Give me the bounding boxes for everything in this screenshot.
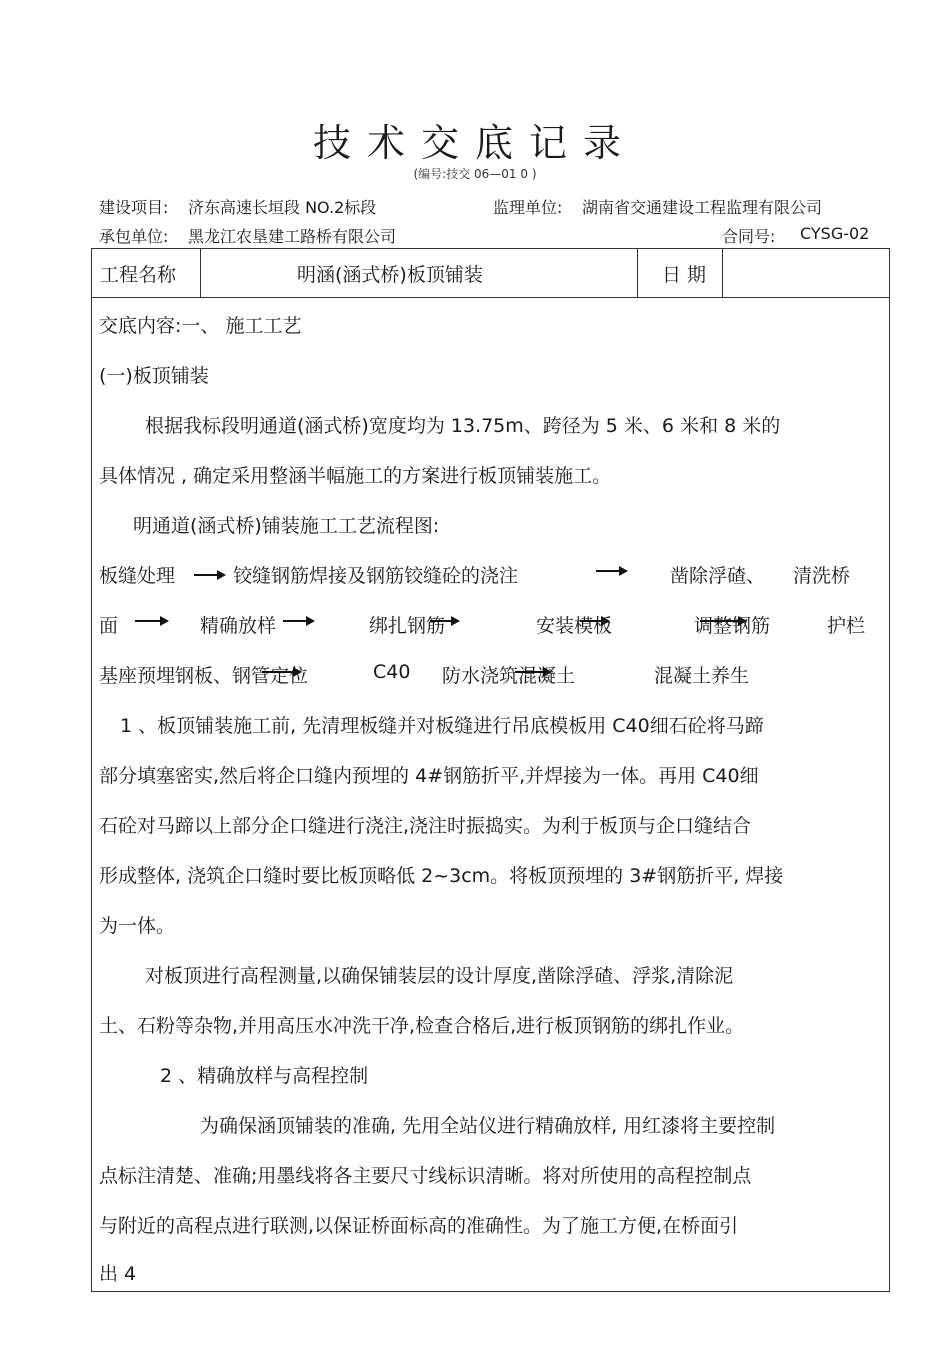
flow-arrow bbox=[515, 671, 550, 673]
paragraph-line: 为确保涵顶铺装的准确, 先用全站仪进行精确放样, 用红漆将主要控制 bbox=[200, 1115, 776, 1137]
flow-arrow bbox=[262, 671, 300, 673]
paragraph-line: 根据我标段明通道(涵式桥)宽度均为 13.75m、跨径为 5 米、6 米和 8 米的 bbox=[145, 415, 781, 437]
paragraph-line: 对板顶进行高程测量,以确保铺装层的设计厚度,凿除浮碴、浮浆,清除泥 bbox=[145, 965, 734, 987]
section-heading: 2 、精确放样与高程控制 bbox=[160, 1065, 369, 1087]
project-value: 济东高速长垣段 NO.2标段 bbox=[188, 198, 377, 217]
flow-step: 基座预埋钢板、钢管定位 bbox=[99, 665, 309, 687]
header-row-divider bbox=[91, 297, 890, 298]
flow-step: 护栏 bbox=[827, 615, 866, 637]
flow-step: C40 bbox=[373, 661, 411, 683]
flow-arrow bbox=[596, 570, 626, 572]
project-label: 建设项目: bbox=[99, 198, 169, 217]
flow-step: 混凝土养生 bbox=[654, 665, 750, 687]
section-heading: (一)板顶铺装 bbox=[99, 365, 209, 387]
flow-arrow bbox=[700, 620, 745, 622]
date-label: 日 期 bbox=[662, 264, 707, 286]
paragraph-line: 与附近的高程点进行联测,以保证桥面标高的准确性。为了施工方便,在桥面引 bbox=[99, 1215, 739, 1237]
flow-step: 凿除浮碴、 bbox=[670, 565, 766, 587]
flow-title: 明通道(涵式桥)铺装施工工艺流程图: bbox=[133, 515, 440, 537]
paragraph-line: 点标注清楚、准确;用墨线将各主要尺寸线标识清晰。将对所使用的高程控制点 bbox=[99, 1165, 752, 1187]
supervisor-label: 监理单位: bbox=[493, 198, 563, 217]
flow-step: 调整钢筋 bbox=[694, 615, 771, 637]
document-title: 技术交底记录 bbox=[312, 121, 637, 165]
contractor-value: 黑龙江农垦建工路桥有限公司 bbox=[188, 227, 397, 246]
contract-label: 合同号: bbox=[722, 227, 776, 246]
paragraph-line: 石砼对马蹄以上部分企口缝进行浇注,浇注时振捣实。为利于板顶与企口缝结合 bbox=[99, 815, 752, 837]
flow-step: 防水浇筑混凝土 bbox=[442, 665, 576, 687]
document-number: (编号:技交 06—01 0 ) bbox=[413, 167, 537, 181]
column-divider-1 bbox=[200, 248, 201, 298]
flow-step: 铰缝钢筋焊接及钢筋铰缝砼的浇注 bbox=[233, 565, 519, 587]
supervisor-value: 湖南省交通建设工程监理有限公司 bbox=[582, 198, 823, 217]
flow-arrow bbox=[430, 620, 458, 622]
paragraph-line: 部分填塞密实,然后将企口缝内预埋的 4#钢筋折平,并焊接为一体。再用 C40细 bbox=[99, 765, 759, 787]
flow-step: 板缝处理 bbox=[99, 565, 176, 587]
paragraph-line: 形成整体, 浇筑企口缝时要比板顶略低 2~3cm。将板顶预埋的 3#钢筋折平, 焊接 bbox=[99, 865, 784, 887]
paragraph-line: 具体情况 , 确定采用整涵半幅施工的方案进行板顶铺装施工。 bbox=[99, 465, 612, 487]
flow-step: 清洗桥 bbox=[793, 565, 851, 587]
flow-step: 安装模板 bbox=[536, 615, 613, 637]
paragraph-line: 出 4 bbox=[99, 1263, 137, 1285]
flow-arrow bbox=[194, 574, 224, 576]
column-divider-3 bbox=[722, 248, 723, 298]
flow-step: 面 bbox=[99, 615, 119, 637]
flow-step: 绑扎钢筋 bbox=[369, 615, 446, 637]
paragraph-line: 1 、板顶铺装施工前, 先清理板缝并对板缝进行吊底模板用 C40细石砼将马蹄 bbox=[120, 715, 764, 737]
project-name-label: 工程名称 bbox=[100, 264, 177, 286]
flow-arrow bbox=[135, 620, 167, 622]
flow-step: 精确放样 bbox=[200, 615, 277, 637]
contractor-label: 承包单位: bbox=[99, 227, 169, 246]
contract-value: CYSG-02 bbox=[800, 224, 870, 243]
flow-arrow bbox=[283, 620, 313, 622]
flow-arrow bbox=[580, 620, 608, 622]
paragraph-line: 为一体。 bbox=[99, 915, 176, 937]
column-divider-2 bbox=[637, 248, 638, 298]
project-name-value: 明涵(涵式桥)板顶铺装 bbox=[297, 264, 483, 286]
content-intro: 交底内容:一、 施工工艺 bbox=[99, 315, 302, 337]
paragraph-line: 土、石粉等杂物,并用高压水冲洗干净,检查合格后,进行板顶钢筋的绑扎作业。 bbox=[99, 1015, 745, 1037]
